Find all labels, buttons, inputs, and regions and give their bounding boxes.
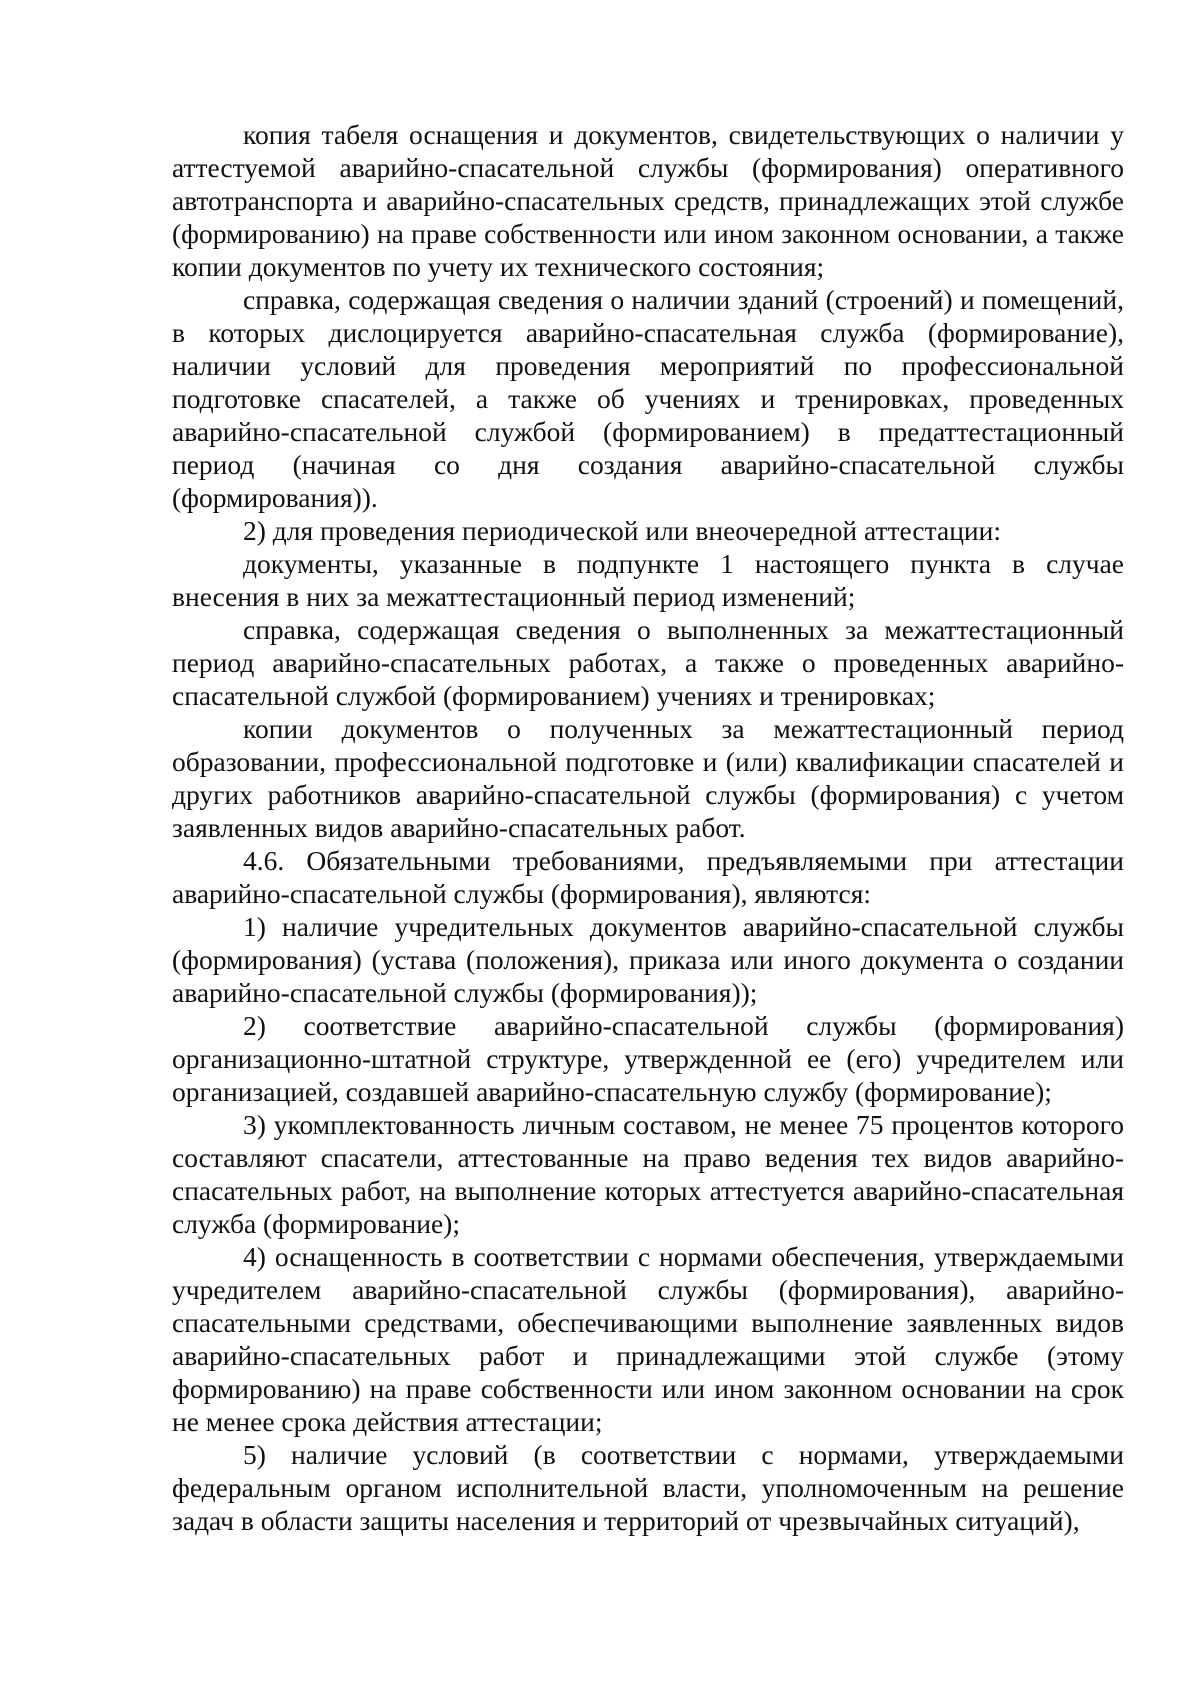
paragraph-education-copies: копии документов о полученных за межаттестационный период образовании, профессиональной подготовке и (или) квалификации спасателей и других работников аварийно-спасательной службы (формирования) с учетом заявленных видов аварийно-спасательных работ.	[172, 713, 1124, 843]
paragraph-works-certificate: справка, содержащая сведения о выполненных за межаттестационный период аварийно-спасательных работах, а также о проведенных аварийно-спасательной службой (формированием) учениях и тренировках;	[172, 614, 1124, 711]
paragraph-buildings-certificate: справка, содержащая сведения о наличии зданий (строений) и помещений, в которых дислоцируется аварийно-спасательная служба (формирование), наличии условий для проведения мероприятий по профессиональной подготовке спасателей, а также об учениях и тренировках, проведенных аварийно-спасательной службой (формированием) в предаттестационный период (начиная со дня создания аварийно-спасательной службы (формирования)).	[172, 284, 1124, 513]
paragraph-requirement-5: 5) наличие условий (в соответствии с нормами, утверждаемыми федеральным органом исполнительной власти, уполномоченным на решение задач в области защиты населения и территорий от чрезвычайных ситуаций),	[172, 1439, 1124, 1536]
paragraph-equipment-table-copy: копия табеля оснащения и документов, свидетельствующих о наличии у аттестуемой аварийно-спасательной службы (формирования) оперативного автотранспорта и аварийно-спасательных средств, принадлежащих этой службе (формированию) на праве собственности или ином законном основании, а также копии документов по учету их технического состояния;	[172, 119, 1124, 282]
paragraph-section-4-6: 4.6. Обязательными требованиями, предъявляемыми при аттестации аварийно-спасательной службы (формирования), являются:	[172, 845, 1124, 909]
paragraph-requirement-1: 1) наличие учредительных документов аварийно-спасательной службы (формирования) (устава (положения), приказа или иного документа о создании аварийно-спасательной службы (формирования));	[172, 911, 1124, 1008]
paragraph-requirement-4: 4) оснащенность в соответствии с нормами обеспечения, утверждаемыми учредителем аварийно-спасательной службы (формирования), аварийно-спасательными средствами, обеспечивающими выполнение заявленных видов аварийно-спасательных работ и принадлежащими этой службе (этому формированию) на праве собственности или ином законном основании на срок не менее срока действия аттестации;	[172, 1241, 1124, 1437]
paragraph-periodic-attestation: 2) для проведения периодической или внеочередной аттестации:	[243, 515, 1001, 546]
paragraph-documents-changes: документы, указанные в подпункте 1 настоящего пункта в случае внесения в них за межаттестационный период изменений;	[172, 548, 1124, 612]
paragraph-requirement-3: 3) укомплектованность личным составом, не менее 75 процентов которого составляют спасатели, аттестованные на право ведения тех видов аварийно-спасательных работ, на выполнение которых аттестуется аварийно-спасательная служба (формирование);	[172, 1109, 1124, 1239]
document-body	[172, 118, 1124, 1537]
paragraph-requirement-2: 2) соответствие аварийно-спасательной службы (формирования) организационно-штатной структуре, утвержденной ее (его) учредителем или организацией, создавшей аварийно-спасательную службу (формирование);	[172, 1010, 1124, 1107]
